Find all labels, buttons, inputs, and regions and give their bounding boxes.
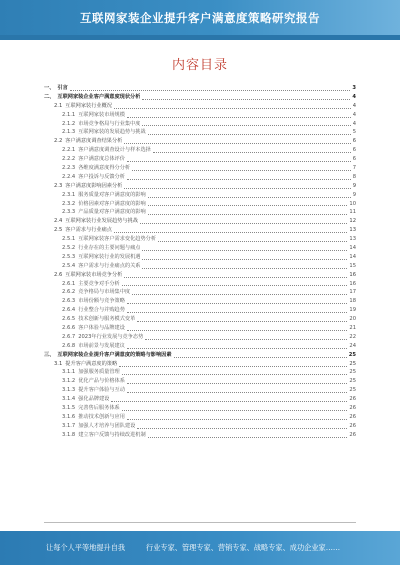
toc-entry-title: 客户满意度调查设计与样本选择 [78,147,151,154]
toc-entry[interactable] [44,200,356,209]
toc-entry-number: 三、 [44,351,55,358]
toc-entry-number: 2.6.1 [62,280,76,287]
toc-entry-title: 互联网家装市场竞争分析 [65,271,123,278]
toc-entry[interactable] [44,288,356,297]
toc-entry-page: 12 [349,218,356,225]
toc-leader-dots [142,99,350,100]
toc-entry-number: 3.1.2 [62,378,76,385]
toc-entry-number: 2.1 [54,102,63,109]
toc-entry-title: 互联网家装行业的发展机遇 [78,253,141,260]
toc-entry[interactable] [44,369,356,378]
toc-entry-number: 3.1.3 [62,387,76,394]
toc-entry-number: 3.1.6 [62,413,76,420]
toc-entry-title: 完善售后服务体系 [78,405,120,412]
toc-entry-title: 市场前景与发展建议 [78,342,125,349]
toc-entry-number: 3.1.7 [62,422,76,429]
toc-entry-number: 2.3.1 [62,191,76,198]
toc-entry-page: 17 [349,289,356,296]
toc-entry-title: 技术创新与服务模式变革 [78,316,136,323]
toc-entry-title: 主要竞争对手分析 [78,280,120,287]
toc-entry-title: 客户需求与行业痛点的关系 [78,262,141,269]
toc-entry-title: 互联网家装客户需求变化趋势分析 [78,236,157,243]
toc-leader-dots [111,401,347,402]
toc-entry-page: 8 [352,173,356,180]
toc-entry-number: 2.2 [54,138,63,145]
toc-entry[interactable] [44,244,356,253]
toc-leader-dots [148,197,351,198]
toc-entry[interactable] [44,342,356,351]
toc-entry-title: 加强人才培养与团队建设 [78,422,136,429]
toc-leader-dots [153,152,351,153]
document-title: 互联网家装企业提升客户满意度策略研究报告 [80,11,320,25]
toc-entry-title: 客户满意度影响因素分析 [65,182,123,189]
toc-entry-title: 强化品牌建设 [78,396,110,403]
toc-entry-title: 市场份额与竞争策略 [78,298,125,305]
toc-entry[interactable] [44,235,356,244]
toc-leader-dots [145,339,347,340]
toc-entry-page: 14 [349,245,356,252]
toc-entry-title: 互联网家装市场规模 [78,111,125,118]
toc-entry-title: 互联网家装的发展趋势与挑战 [78,129,146,136]
toc-leader-dots [142,125,350,126]
toc-leader-dots [137,321,347,322]
toc-entry-page: 25 [349,378,356,385]
toc-entry-page: 16 [349,271,356,278]
toc-leader-dots [142,268,347,269]
toc-entry-page: 25 [349,387,356,394]
toc-entry-title: 建立客户反馈与持续改进机制 [78,431,146,438]
toc-entry-page: 14 [349,253,356,260]
toc-entry[interactable] [44,386,356,395]
toc-entry[interactable] [44,377,356,386]
toc-entry-number: 2.5.4 [62,262,76,269]
toc-entry-page: 5 [352,129,356,136]
toc-entry[interactable] [44,404,356,413]
toc-entry-page: 9 [352,182,356,189]
toc-entry-title: 市场竞争格局与行业集中度 [78,120,141,127]
toc-entry-page: 6 [352,156,356,163]
toc-leader-dots [70,90,351,91]
toc-leader-dots [127,179,351,180]
toc-leader-dots [148,205,348,206]
toc-entry-number: 3.1.1 [62,369,76,376]
toc-entry[interactable] [44,315,356,324]
toc-entry[interactable] [44,351,356,360]
toc-leader-dots [122,374,348,375]
toc-entry-number: 二、 [44,93,55,100]
toc-entry-title: 客户满意度总体评价 [78,156,125,163]
toc-entry[interactable] [44,253,356,262]
toc-entry[interactable] [44,395,356,404]
toc-entry-number: 2.6.2 [62,289,76,296]
toc-entry-title: 加强服务质量管理 [78,369,120,376]
toc-entry-title: 提升客户体验与互动 [78,387,125,394]
toc-entry-number: 2.3.3 [62,209,76,216]
toc-entry-number: 2.6.5 [62,316,76,323]
toc-leader-dots [124,188,350,189]
toc-entry[interactable] [44,217,356,226]
toc-entry[interactable] [44,102,356,111]
toc-leader-dots [127,303,347,304]
toc-leader-dots [127,348,347,349]
toc-leader-dots [119,366,347,367]
toc-entry-page: 24 [349,342,356,349]
toc-entry-page: 26 [349,413,356,420]
toc-leader-dots [148,437,348,438]
toc-entry[interactable] [44,173,356,182]
toc-leader-dots [124,143,350,144]
toc-leader-dots [158,241,347,242]
divider [44,522,356,523]
toc-entry-number: 2.5.1 [62,236,76,243]
toc-entry[interactable] [44,280,356,289]
toc-entry[interactable] [44,306,356,315]
toc-entry-page: 3 [352,84,356,91]
toc-entry-page: 26 [349,431,356,438]
footer-slogan: 让每个人平等地提升自我 [46,543,126,552]
toc-entry-title: 引言 [57,84,68,91]
toc-entry-title: 服务质量对客户满意度的影响 [78,191,146,198]
toc-entry-number: 3.1.5 [62,405,76,412]
table-of-contents [44,84,356,440]
toc-entry-title: 竞争格局与市场集中度 [78,289,131,296]
toc-entry[interactable] [44,137,356,146]
toc-leader-dots [148,134,351,135]
toc-leader-dots [132,170,351,171]
toc-entry-number: 2.6 [54,271,63,278]
toc-leader-dots [122,410,348,411]
footer-band [0,531,400,565]
toc-leader-dots [114,232,347,233]
header-band [0,0,400,40]
toc-entry[interactable] [44,422,356,431]
toc-entry-number: 2.1.1 [62,111,76,118]
toc-entry-page: 16 [349,280,356,287]
toc-leader-dots [127,161,351,162]
toc-entry-number: 2.6.4 [62,307,76,314]
toc-entry[interactable] [44,360,356,369]
toc-entry[interactable] [44,84,356,93]
toc-entry-number: 3.1 [54,360,63,367]
footer-experts: 行业专家、管理专家、营销专家、战略专家、成功企业家…… [146,543,341,552]
toc-entry-page: 25 [349,360,356,367]
toc-title: 内容目录 [171,58,228,73]
toc-leader-dots [114,108,351,109]
toc-entry-title: 行业存在的主要问题与痛点 [78,245,141,252]
toc-entry-number: 2.2.1 [62,147,76,154]
toc-entry-page: 4 [352,93,356,100]
toc-leader-dots [124,277,347,278]
toc-entry-page: 6 [352,138,356,145]
toc-entry[interactable] [44,431,356,440]
toc-entry-number: 2.2.3 [62,165,76,171]
toc-entry-number: 2.5 [54,227,63,234]
toc-entry-page: 25 [349,369,356,376]
toc-entry-page: 6 [352,147,356,154]
toc-entry-page: 4 [352,111,356,118]
toc-entry[interactable] [44,271,356,280]
toc-entry-number: 3.1.4 [62,396,76,403]
toc-entry-number: 2.6.8 [62,342,76,349]
toc-entry-page: 19 [349,307,356,314]
toc-leader-dots [127,312,347,313]
toc-entry-page: 22 [349,333,356,340]
toc-entry-page: 20 [349,316,356,323]
toc-entry-title: 产品质量对客户满意度的影响 [78,209,146,216]
toc-entry-page: 13 [349,227,356,234]
toc-entry-page: 4 [352,120,356,127]
toc-entry-page: 21 [349,325,356,332]
toc-entry-title: 2023年行业发展与竞争态势 [78,333,144,340]
toc-entry-title: 客户需求与行业痛点 [65,227,112,234]
toc-entry-number: 2.1.2 [62,120,76,127]
toc-entry[interactable] [44,297,356,306]
toc-entry-page: 10 [349,200,356,207]
toc-entry-title: 提升客户满意度的策略 [65,360,118,367]
toc-entry-number: 2.2.4 [62,173,76,180]
toc-entry-page: 25 [348,351,356,358]
toc-entry-page: 9 [352,191,356,198]
toc-entry-title: 客户投诉与反馈分析 [78,173,125,180]
toc-entry[interactable] [44,226,356,235]
toc-entry-title: 行业整合与并购趋势 [78,307,125,314]
toc-leader-dots [122,285,348,286]
toc-entry[interactable] [44,155,356,164]
toc-entry-title: 互联网家装企业客户满意度现状分析 [57,93,141,100]
toc-leader-dots [132,294,347,295]
toc-entry-number: 2.5.3 [62,253,76,260]
toc-entry-page: 15 [349,262,356,269]
toc-leader-dots [174,357,347,358]
toc-entry-page: 13 [349,236,356,243]
toc-entry-page: 18 [349,298,356,305]
toc-entry-title: 互联网家装行业概况 [65,102,112,109]
toc-entry-title: 价格因素对客户满意度的影响 [78,200,146,207]
toc-entry[interactable] [44,146,356,155]
toc-leader-dots [127,419,347,420]
toc-entry[interactable] [44,164,356,173]
toc-entry-title: 推动技术创新与应用 [78,413,125,420]
toc-entry-page: 26 [349,422,356,429]
toc-entry[interactable] [44,182,356,191]
toc-entry[interactable] [44,191,356,200]
toc-entry-title: 优化产品与价格体系 [78,378,125,385]
toc-entry[interactable] [44,324,356,333]
toc-entry[interactable] [44,262,356,271]
toc-leader-dots [142,259,347,260]
toc-leader-dots [142,250,347,251]
toc-entry-number: 2.1.3 [62,129,76,136]
toc-entry-number: 2.5.2 [62,245,76,252]
toc-leader-dots [127,383,347,384]
toc-entry-page: 26 [349,396,356,403]
toc-entry[interactable] [44,128,356,137]
toc-leader-dots [140,223,348,224]
toc-entry[interactable] [44,93,356,102]
toc-entry-number: 3.1.8 [62,431,76,438]
toc-entry-title: 互联网家装行业发展趋势与挑战 [65,218,138,225]
toc-entry-page: 11 [349,209,356,216]
toc-entry-number: 2.3.2 [62,200,76,207]
toc-entry[interactable] [44,333,356,342]
toc-leader-dots [137,428,347,429]
toc-entry-page: 4 [352,102,356,109]
toc-leader-dots [127,392,347,393]
toc-entry-number: 2.2.2 [62,156,76,163]
toc-entry[interactable] [44,413,356,422]
toc-leader-dots [127,117,351,118]
toc-leader-dots [127,330,347,331]
toc-entry-page: 7 [352,165,356,171]
toc-entry-title: 互联网家装企业提升客户满意度的策略与影响因素 [57,351,172,358]
toc-entry-title: 客户体验与品牌建设 [78,325,125,332]
toc-entry-title: 客户满意度调查结果分析 [65,138,123,145]
toc-entry-number: 2.6.3 [62,298,76,305]
toc-leader-dots [148,214,348,215]
toc-entry-title: 各维度满意度得分分析 [78,165,131,171]
toc-entry[interactable] [44,111,356,120]
toc-entry-number: 2.4 [54,218,63,225]
toc-entry-number: 2.6.7 [62,333,76,340]
toc-entry-number: 2.3 [54,182,63,189]
header-stripe [0,35,400,40]
toc-entry[interactable] [44,120,356,129]
toc-entry-number: 一、 [44,84,55,91]
toc-entry-page: 26 [349,405,356,412]
toc-entry[interactable] [44,208,356,217]
toc-entry-number: 2.6.6 [62,325,76,332]
